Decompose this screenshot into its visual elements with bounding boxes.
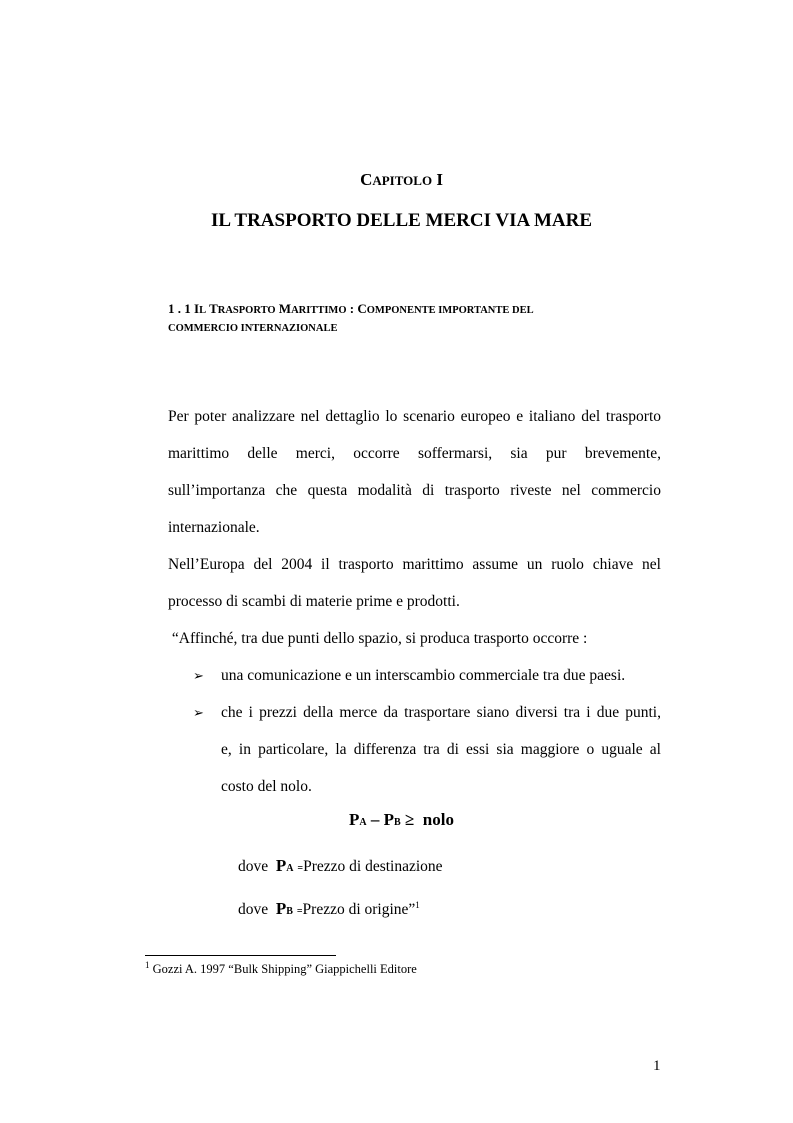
- paragraph-2: [168, 546, 661, 657]
- definition-text: Prezzo di destinazione: [303, 858, 443, 875]
- section-word-rest: OMPONENTE IMPORTANTE DEL: [366, 305, 534, 316]
- footnote-reference[interactable]: 1: [415, 899, 420, 910]
- definition-equals: =: [297, 863, 304, 874]
- formula-symbol: P: [349, 810, 360, 829]
- section-word-cap: T: [209, 301, 218, 316]
- text-line: e, in particolare, la differenza tra di essi sia maggiore o uguale al: [221, 741, 661, 758]
- section-heading: [168, 300, 668, 338]
- section-word-cap: I: [194, 301, 200, 316]
- text-line: sull’importanza che questa modalità di trasporto riveste nel commercio: [168, 482, 661, 499]
- text-line: Per poter analizzare nel dettaglio lo scenario europeo e italiano del trasporto: [168, 408, 661, 425]
- section-heading-line-2: COMMERCIO INTERNAZIONALE: [168, 323, 338, 334]
- chapter-initial: C: [360, 170, 373, 189]
- section-word-cap: C: [357, 301, 367, 316]
- text-line: marittimo delle merci, occorre soffermarsi, sia pur brevemente,: [168, 445, 661, 462]
- definition-symbol: P: [275, 899, 287, 918]
- quote-intro: “Affinché, tra due punti dello spazio, si produca trasporto occorre :: [168, 630, 588, 647]
- section-colon: :: [349, 301, 355, 316]
- definition-text: Prezzo di origine”: [302, 901, 416, 918]
- formula-subscript: B: [394, 817, 401, 828]
- chapter-heading: [0, 170, 793, 190]
- formula-symbol: P: [383, 810, 395, 829]
- chapter-number: I: [436, 170, 443, 189]
- list-item: [193, 657, 661, 694]
- formula-operator: –: [366, 810, 384, 829]
- formula-operator: ≥: [404, 810, 415, 829]
- section-word-rest: RASPORTO: [217, 305, 276, 316]
- chapter-title: IL TRASPORTO DELLE MERCI VIA MARE: [210, 210, 592, 231]
- footnote-mark: 1: [145, 959, 150, 970]
- formula-term: nolo: [414, 810, 454, 829]
- arrow-bullet-icon: ➢: [193, 705, 204, 720]
- definition-line: [238, 899, 420, 919]
- page-number: 1: [653, 1058, 661, 1074]
- footnote: [145, 959, 417, 977]
- formula: [0, 810, 793, 830]
- paragraph-1: [168, 398, 661, 546]
- definition-subscript: B: [286, 906, 293, 917]
- section-word-rest: ARITTIMO: [291, 305, 347, 316]
- footnote-text: Gozzi A. 1997 “Bulk Shipping” Giappichelli Editore: [149, 962, 417, 976]
- definition-line: [238, 856, 443, 876]
- list-item-text: [221, 694, 661, 805]
- section-heading-line-1: [168, 300, 668, 320]
- definition-equals: =: [296, 906, 303, 917]
- definition-subscript: A: [286, 863, 294, 874]
- definition-word: dove: [238, 858, 269, 875]
- text-line: internazionale.: [168, 519, 260, 536]
- definition-word: dove: [238, 901, 269, 918]
- formula-subscript: A: [359, 817, 367, 828]
- arrow-bullet-icon: ➢: [193, 668, 204, 683]
- text-line: processo di scambi di materie prime e prodotti.: [168, 593, 460, 610]
- list-item-text: una comunicazione e un interscambio commerciale tra due paesi.: [221, 667, 626, 684]
- text-line: che i prezzi della merce da trasportare siano diversi tra i due punti,: [221, 704, 661, 721]
- footnote-separator: [145, 955, 336, 956]
- list-item: [193, 694, 661, 805]
- text-line: costo del nolo.: [221, 778, 312, 795]
- section-number: 1 . 1: [168, 301, 191, 316]
- section-word-rest: L: [199, 305, 207, 316]
- definition-symbol: P: [275, 856, 287, 875]
- text-line: Nell’Europa del 2004 il trasporto marittimo assume un ruolo chiave nel: [168, 556, 661, 573]
- section-word-cap: M: [278, 301, 292, 316]
- chapter-word-rest: APITOLO: [372, 173, 433, 188]
